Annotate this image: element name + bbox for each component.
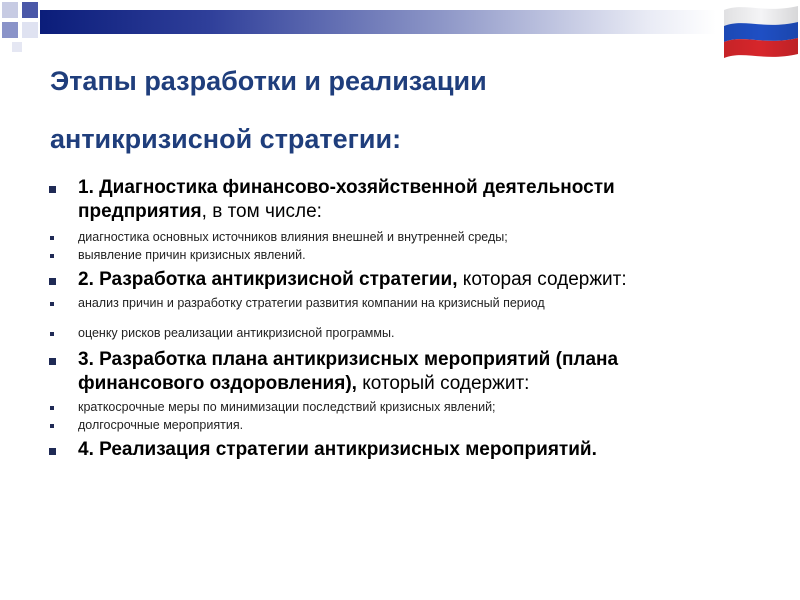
small-square-bullet-icon: [50, 302, 54, 306]
item-normal-text: который содержит:: [356, 373, 530, 394]
list-item-sub: [48, 416, 748, 434]
square-bullet-icon: [49, 358, 56, 365]
slide-title: [50, 52, 750, 168]
small-square-bullet-icon: [50, 332, 54, 336]
item-sub-text: оценку рисков реализации антикризисной программы.: [78, 326, 395, 340]
small-square-bullet-icon: [50, 406, 54, 410]
item-normal-text: которая содержит:: [457, 269, 627, 290]
item-bold-text: 1. Диагностика финансово-хозяйственной деятельности предприятия: [78, 177, 615, 222]
item-sub-text: краткосрочные меры по минимизации последствий кризисных явлений;: [78, 400, 496, 414]
square-bullet-icon: [49, 186, 56, 193]
list-item-sub: [48, 294, 748, 312]
item-sub-text: долгосрочные мероприятия.: [78, 418, 244, 432]
square-bullet-icon: [49, 278, 56, 285]
list-item-main: [48, 268, 748, 292]
title-line-2: антикризисной стратегии:: [50, 124, 402, 154]
list-item-sub: [48, 324, 748, 342]
header-gradient-band: [40, 10, 716, 34]
square-bullet-icon: [49, 448, 56, 455]
list-item-main: [48, 348, 748, 396]
item-bold-text: 3. Разработка плана антикризисных мероприятий (плана финансового оздоровления),: [78, 349, 619, 394]
item-sub-text: выявление причин кризисных явлений.: [78, 248, 306, 262]
item-bold-text: 2. Разработка антикризисной стратегии,: [78, 269, 458, 290]
small-square-bullet-icon: [50, 236, 54, 240]
small-square-bullet-icon: [50, 424, 54, 428]
list-item-sub: [48, 246, 748, 264]
item-bold-text: 4. Реализация стратегии антикризисных мероприятий.: [78, 439, 597, 460]
small-square-bullet-icon: [50, 254, 54, 258]
item-sub-text: анализ причин и разработку стратегии развития компании на кризисный период: [78, 296, 545, 310]
title-line-1: Этапы разработки и реализации: [50, 66, 487, 96]
bullet-list: [48, 176, 748, 464]
list-item-main: [48, 176, 748, 224]
item-sub-text: диагностика основных источников влияния внешней и внутренней среды;: [78, 230, 508, 244]
list-item-sub: [48, 228, 748, 246]
item-normal-text: , в том числе:: [201, 201, 322, 222]
list-item-main: [48, 438, 748, 462]
list-item-sub: [48, 398, 748, 416]
